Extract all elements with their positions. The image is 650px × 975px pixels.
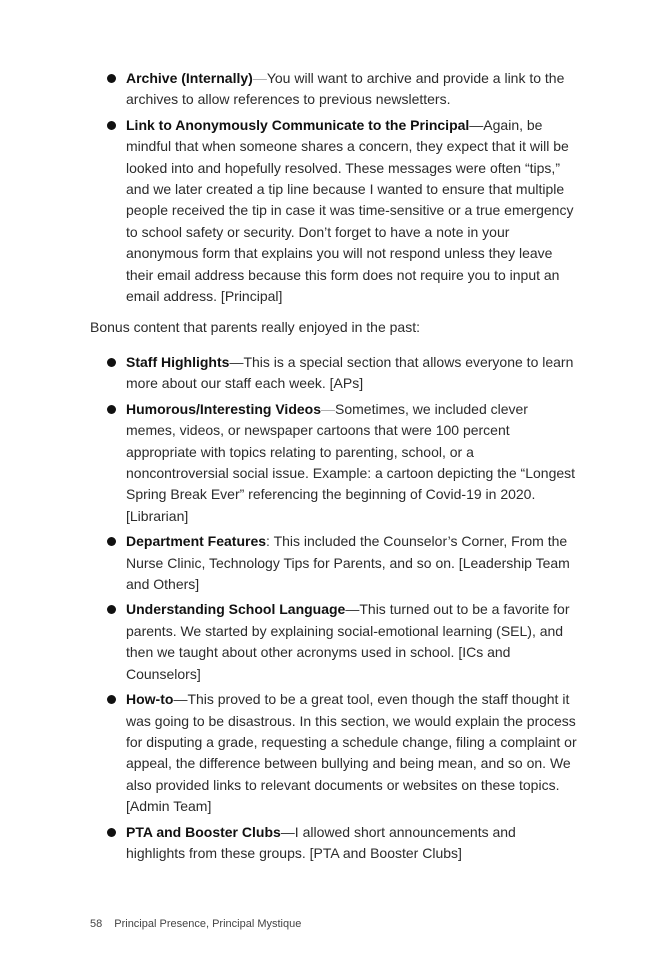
list-item (108, 689, 578, 817)
item-term: Link to Anonymously Communicate to the Principal (126, 116, 470, 133)
bullet-icon (107, 695, 116, 704)
item-text: This included the Counselor’s Corner, From the Nurse Clinic, Technology Tips for Parents, and so on. [Leadership Team and Others] (126, 533, 570, 593)
bullet-icon (107, 121, 116, 130)
bullet-icon (107, 358, 116, 367)
item-dash: — (321, 400, 335, 417)
bullet-list-bonus (108, 352, 578, 868)
list-item (108, 115, 578, 308)
list-item (108, 352, 578, 395)
bullet-icon (107, 74, 116, 83)
item-term: Understanding School Language (126, 601, 346, 618)
list-item (108, 531, 578, 595)
item-term: Department Features (126, 533, 267, 550)
page-footer (90, 918, 301, 930)
bullet-icon (107, 828, 116, 837)
item-dash: — (280, 823, 295, 840)
item-dash: — (252, 70, 267, 86)
item-text: You will want to archive and provide a link to the archives to allow references to previous newsletters. (126, 70, 565, 108)
bullet-list-top (108, 68, 578, 311)
item-term: Staff Highlights (126, 354, 230, 370)
item-text: Again, be mindful that when someone shares a concern, they expect that it will be looked into and hopefully resolved. These messages were often “tips,” and we later created a tip line because I wanted to ensure that multiple people received the tip in case it was time-sensitive or a true emergency to school safety or security. Don’t forget to have a note in your anonymous form that explains you will not respond unless they leave their email address because this form does not require you to input an email address. [Principal] (126, 116, 574, 305)
item-text: This is a special section that allows everyone to learn more about our staff each week. [APs] (126, 354, 574, 392)
item-term: PTA and Booster Clubs (126, 823, 281, 840)
list-item (108, 68, 578, 111)
item-text: This turned out to be a favorite for parents. We started by explaining social-emotional learning (SEL), and then we taught about other acronyms used in school. [ICs and Counselors] (126, 601, 570, 682)
item-term: Archive (Internally) (126, 70, 253, 86)
item-text: I allowed short announcements and highlights from these groups. [PTA and Booster Clubs] (126, 823, 516, 861)
bullet-icon (107, 405, 116, 414)
list-item (108, 399, 578, 527)
list-item (108, 822, 578, 865)
item-term: Humorous/Interesting Videos (126, 400, 321, 417)
list-item (108, 599, 578, 685)
item-dash: — (229, 354, 244, 370)
page-number: 58 (90, 918, 103, 930)
item-dash: — (345, 601, 360, 618)
item-dash: — (173, 691, 188, 708)
item-text: This proved to be a great tool, even though the staff thought it was going to be disastrous. In this section, we would explain the process for disputing a grade, requesting a schedule change, filing a complaint or appeal, the difference between bullying and being mean, and so on. We also provided links to relevant documents or websites on these topics. [Admin Team] (126, 691, 577, 815)
book-title: Principal Presence, Principal Mystique (114, 918, 302, 930)
item-dash: : (266, 533, 270, 550)
item-term: How-to (126, 691, 174, 708)
bullet-icon (107, 605, 116, 614)
bullet-icon (107, 537, 116, 546)
item-text: Sometimes, we included clever memes, videos, or newspaper cartoons that were 100 percent appropriate with topics relating to parenting, school, or a noncontroversial social issue. Example: a cartoon depicting the “Longest Spring Break Ever” referencing the beginning of Covid-19 in 2020. [Librarian] (126, 400, 576, 524)
bonus-intro: Bonus content that parents really enjoyed in the past: (90, 319, 420, 335)
item-dash: — (469, 116, 484, 133)
